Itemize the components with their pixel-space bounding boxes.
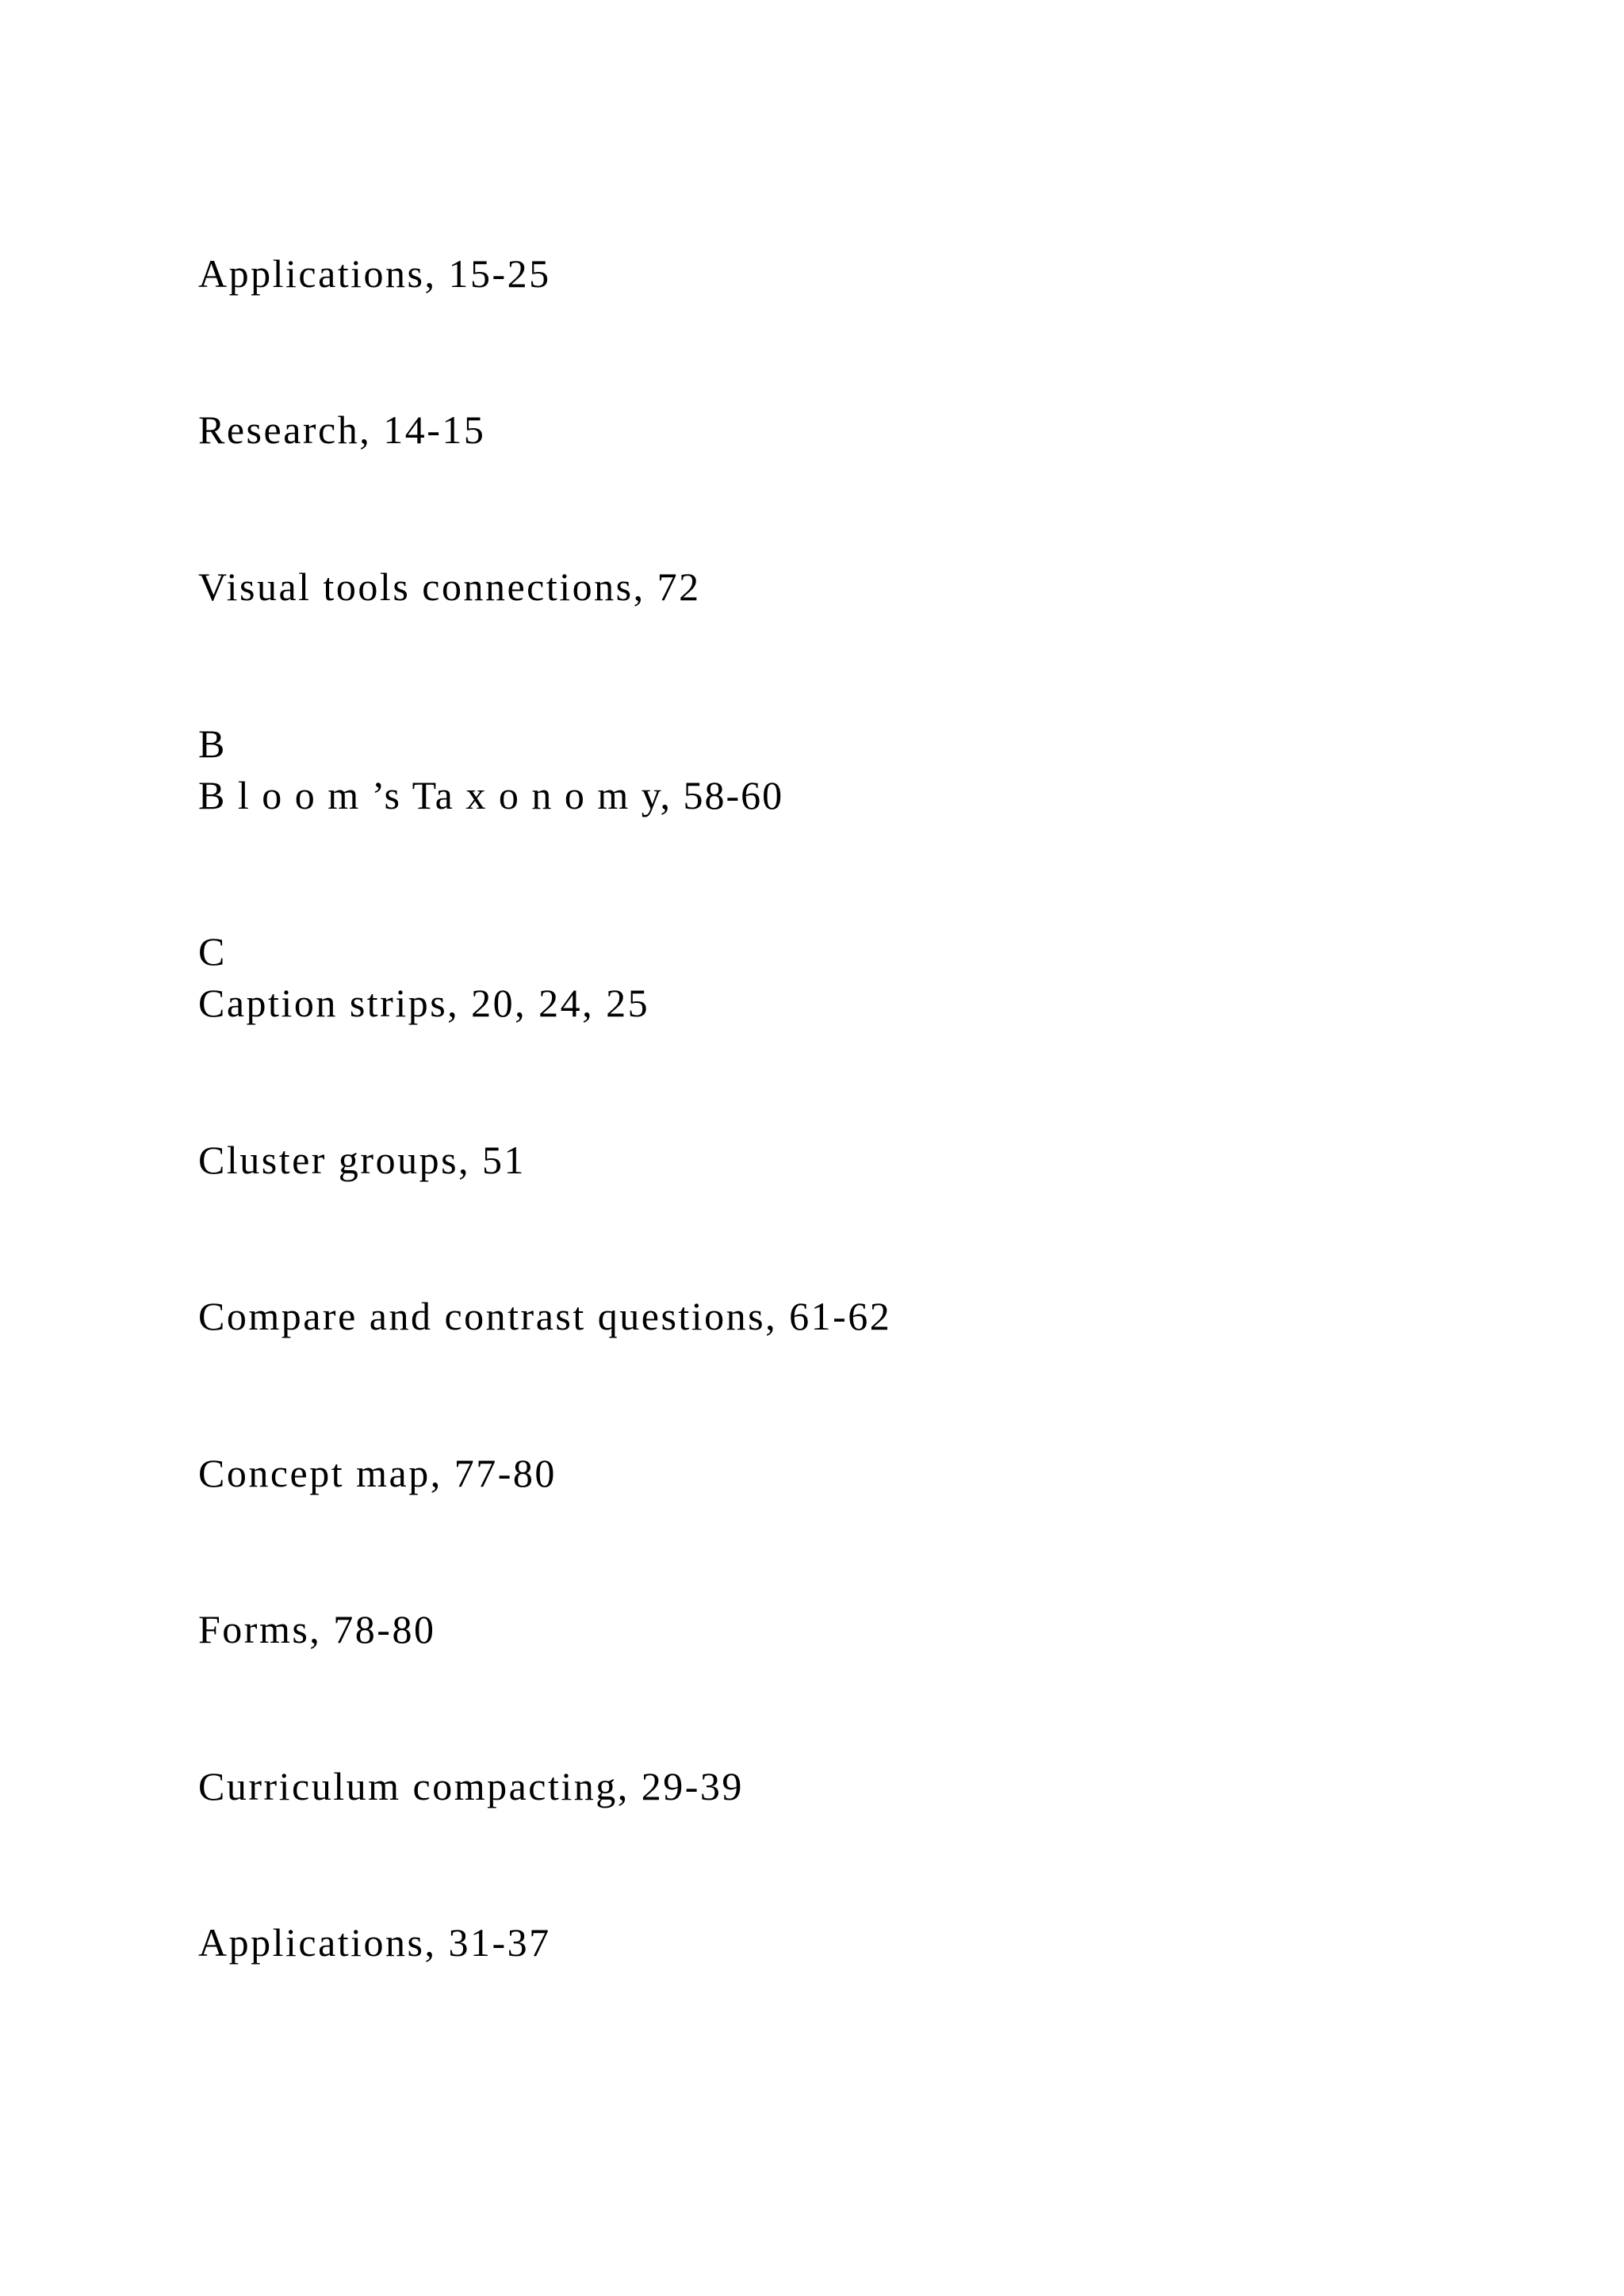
index-entry-curriculum-compacting: Curriculum compacting, 29-39: [198, 1764, 744, 1808]
index-entry-blooms-taxonomy: B l o o m ’s Ta x o n o m y, 58-60: [198, 773, 784, 817]
index-entry-applications-curriculum: Applications, 31-37: [198, 1920, 551, 1965]
index-entry-applications: Applications, 15-25: [198, 251, 551, 296]
index-entry-compare-and-contrast-questions: Compare and contrast questions, 61-62: [198, 1294, 892, 1338]
index-letter-heading-b: B: [198, 721, 227, 766]
index-entry-research: Research, 14-15: [198, 408, 486, 452]
index-entry-forms: Forms, 78-80: [198, 1607, 436, 1651]
index-entry-caption-strips: Caption strips, 20, 24, 25: [198, 981, 650, 1025]
index-entry-cluster-groups: Cluster groups, 51: [198, 1138, 527, 1182]
index-entry-concept-map: Concept map, 77-80: [198, 1451, 557, 1495]
index-entry-visual-tools-connections: Visual tools connections, 72: [198, 564, 701, 609]
index-letter-heading-c: C: [198, 929, 227, 974]
